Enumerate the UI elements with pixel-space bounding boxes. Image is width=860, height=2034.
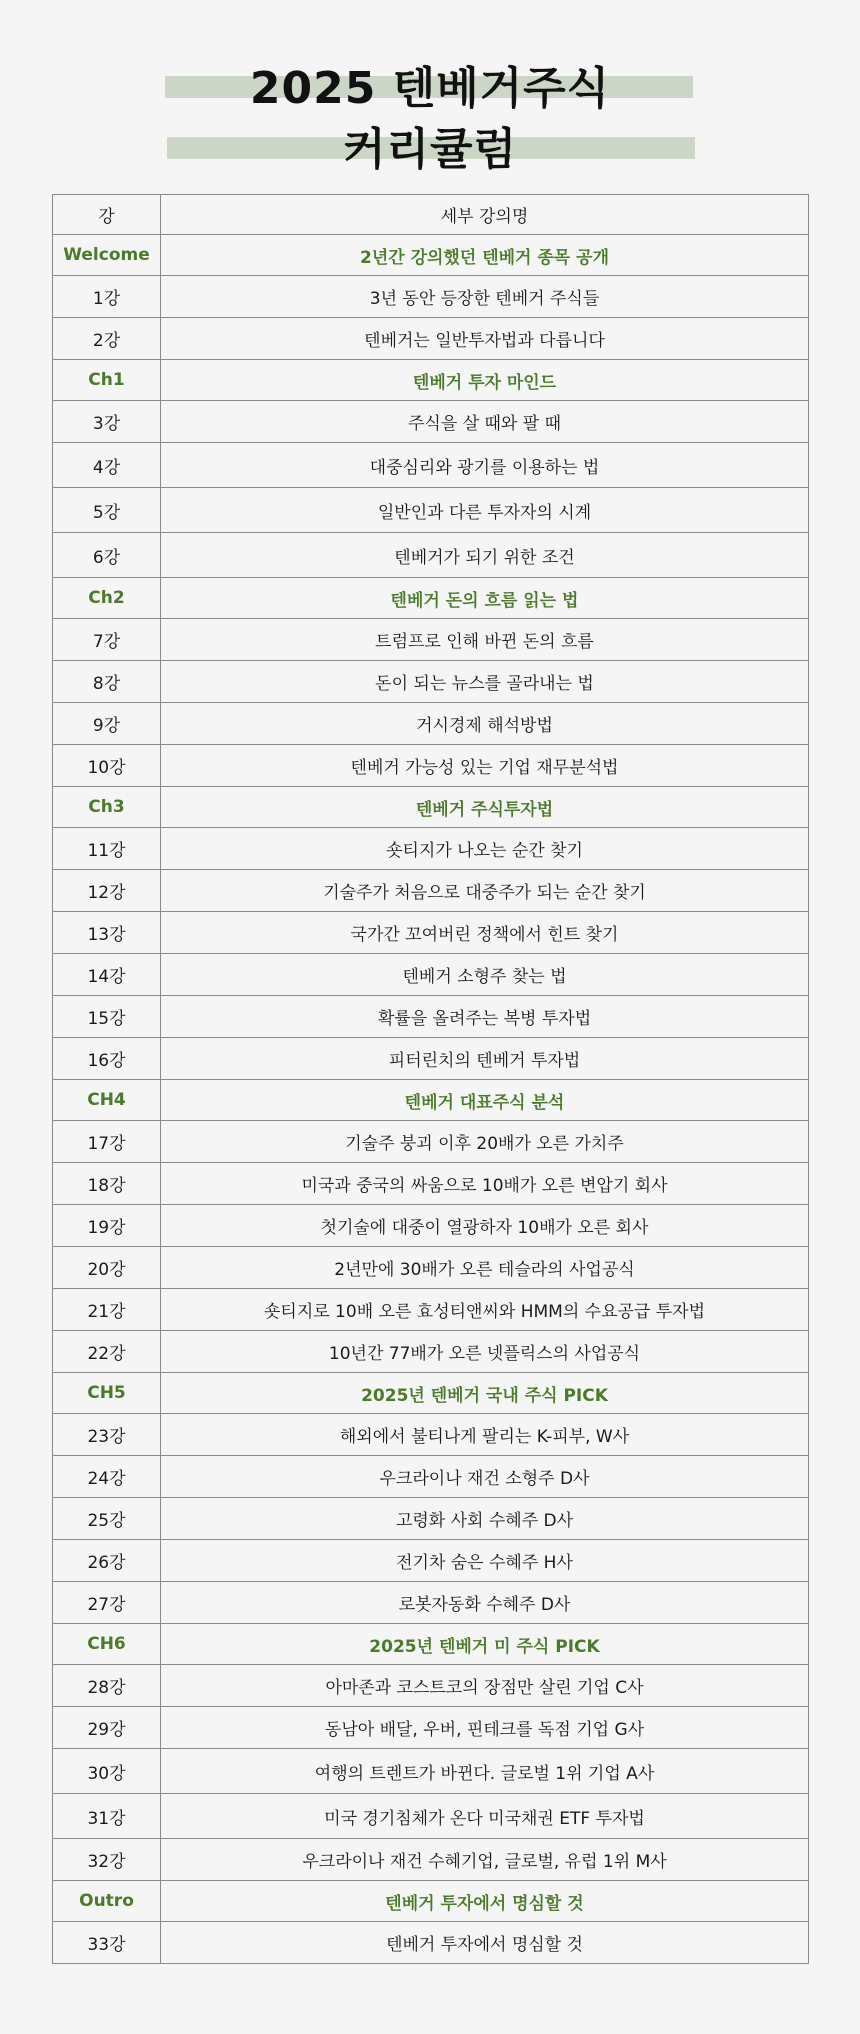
lecture-number: 16강 — [53, 1038, 161, 1080]
lecture-number: 20강 — [53, 1247, 161, 1289]
lecture-title: 트럼프로 인해 바뀐 돈의 흐름 — [161, 619, 809, 661]
lecture-title: 텐베거가 되기 위한 조건 — [161, 533, 809, 578]
section-row — [53, 1624, 809, 1665]
lecture-title: 텐베거 투자에서 명심할 것 — [161, 1922, 809, 1964]
lecture-number: 11강 — [53, 828, 161, 870]
table-row — [53, 1247, 809, 1289]
lecture-title: 고령화 사회 수혜주 D사 — [161, 1498, 809, 1540]
lecture-title: 일반인과 다른 투자자의 시계 — [161, 488, 809, 533]
table-row — [53, 1839, 809, 1881]
lecture-title: 우크라이나 재건 수혜기업, 글로벌, 유럽 1위 M사 — [161, 1839, 809, 1881]
lecture-number: 30강 — [53, 1749, 161, 1794]
lecture-number: 6강 — [53, 533, 161, 578]
table-row — [53, 276, 809, 318]
section-row — [53, 1080, 809, 1121]
section-label: Outro — [53, 1881, 161, 1922]
lecture-number: 5강 — [53, 488, 161, 533]
table-row — [53, 1038, 809, 1080]
lecture-number: 7강 — [53, 619, 161, 661]
section-row — [53, 360, 809, 401]
lecture-title: 3년 동안 등장한 텐베거 주식들 — [161, 276, 809, 318]
lecture-number: 17강 — [53, 1121, 161, 1163]
lecture-number: 31강 — [53, 1794, 161, 1839]
table-row — [53, 870, 809, 912]
table-row — [53, 1794, 809, 1839]
lecture-number: 22강 — [53, 1331, 161, 1373]
lecture-number: 10강 — [53, 745, 161, 787]
section-title: 2025년 텐베거 국내 주식 PICK — [161, 1373, 809, 1414]
section-label: CH4 — [53, 1080, 161, 1121]
table-row — [53, 1922, 809, 1964]
lecture-title: 돈이 되는 뉴스를 골라내는 법 — [161, 661, 809, 703]
table-row — [53, 661, 809, 703]
table-row — [53, 1163, 809, 1205]
section-label: Ch2 — [53, 578, 161, 619]
lecture-title: 10년간 77배가 오른 넷플릭스의 사업공식 — [161, 1331, 809, 1373]
table-row — [53, 1665, 809, 1707]
section-row — [53, 235, 809, 276]
lecture-title: 로봇자동화 수혜주 D사 — [161, 1582, 809, 1624]
section-title: 텐베거 투자에서 명심할 것 — [161, 1881, 809, 1922]
table-row — [53, 1289, 809, 1331]
section-label: CH5 — [53, 1373, 161, 1414]
table-row — [53, 1456, 809, 1498]
table-row — [53, 996, 809, 1038]
table-row — [53, 1540, 809, 1582]
page-title-line-2: 커리큘럼 — [342, 124, 517, 175]
table-row — [53, 1205, 809, 1247]
lecture-number: 18강 — [53, 1163, 161, 1205]
lecture-title: 아마존과 코스트코의 장점만 살린 기업 C사 — [161, 1665, 809, 1707]
lecture-number: 32강 — [53, 1839, 161, 1881]
table-header-row — [53, 195, 809, 235]
table-row — [53, 1582, 809, 1624]
lecture-number: 33강 — [53, 1922, 161, 1964]
lecture-title: 주식을 살 때와 팔 때 — [161, 401, 809, 443]
lecture-title: 텐베거 가능성 있는 기업 재무분석법 — [161, 745, 809, 787]
lecture-number: 26강 — [53, 1540, 161, 1582]
lecture-number: 28강 — [53, 1665, 161, 1707]
lecture-number: 1강 — [53, 276, 161, 318]
lecture-title: 우크라이나 재건 소형주 D사 — [161, 1456, 809, 1498]
section-label: Ch1 — [53, 360, 161, 401]
title-block — [0, 0, 860, 190]
section-title: 2025년 텐베거 미 주식 PICK — [161, 1624, 809, 1665]
lecture-number: 25강 — [53, 1498, 161, 1540]
lecture-title: 미국과 중국의 싸움으로 10배가 오른 변압기 회사 — [161, 1163, 809, 1205]
table-row — [53, 1414, 809, 1456]
lecture-number: 9강 — [53, 703, 161, 745]
table-row — [53, 828, 809, 870]
section-row — [53, 1373, 809, 1414]
lecture-number: 3강 — [53, 401, 161, 443]
lecture-title: 전기차 숨은 수혜주 H사 — [161, 1540, 809, 1582]
table-row — [53, 533, 809, 578]
table-row — [53, 443, 809, 488]
section-row — [53, 578, 809, 619]
lecture-number: 12강 — [53, 870, 161, 912]
table-row — [53, 1498, 809, 1540]
lecture-number: 24강 — [53, 1456, 161, 1498]
lecture-number: 19강 — [53, 1205, 161, 1247]
curriculum-body — [53, 235, 809, 1964]
lecture-number: 14강 — [53, 954, 161, 996]
lecture-number: 2강 — [53, 318, 161, 360]
lecture-number: 13강 — [53, 912, 161, 954]
table-row — [53, 1121, 809, 1163]
lecture-number: 8강 — [53, 661, 161, 703]
lecture-title: 첫기술에 대중이 열광하자 10배가 오른 회사 — [161, 1205, 809, 1247]
lecture-title: 숏티지가 나오는 순간 찾기 — [161, 828, 809, 870]
lecture-title: 국가간 꼬여버린 정책에서 힌트 찾기 — [161, 912, 809, 954]
section-label: CH6 — [53, 1624, 161, 1665]
lecture-title: 해외에서 불티나게 팔리는 K-피부, W사 — [161, 1414, 809, 1456]
section-title: 2년간 강의했던 텐베거 종목 공개 — [161, 235, 809, 276]
lecture-number: 15강 — [53, 996, 161, 1038]
table-row — [53, 488, 809, 533]
page-title-line-1: 2025 텐베거주식 — [249, 63, 611, 114]
table-row — [53, 912, 809, 954]
lecture-number: 29강 — [53, 1707, 161, 1749]
table-row — [53, 954, 809, 996]
header-lecture-no: 강 — [53, 195, 161, 235]
lecture-title: 텐베거는 일반투자법과 다릅니다 — [161, 318, 809, 360]
table-row — [53, 619, 809, 661]
lecture-title: 2년만에 30배가 오른 테슬라의 사업공식 — [161, 1247, 809, 1289]
table-row — [53, 745, 809, 787]
table-row — [53, 318, 809, 360]
lecture-title: 동남아 배달, 우버, 핀테크를 독점 기업 G사 — [161, 1707, 809, 1749]
lecture-number: 21강 — [53, 1289, 161, 1331]
lecture-title: 기술주 붕괴 이후 20배가 오른 가치주 — [161, 1121, 809, 1163]
table-row — [53, 1331, 809, 1373]
section-label: Welcome — [53, 235, 161, 276]
section-title: 텐베거 대표주식 분석 — [161, 1080, 809, 1121]
lecture-title: 확률을 올려주는 복병 투자법 — [161, 996, 809, 1038]
lecture-number: 27강 — [53, 1582, 161, 1624]
section-title: 텐베거 돈의 흐름 읽는 법 — [161, 578, 809, 619]
table-row — [53, 401, 809, 443]
section-title: 텐베거 주식투자법 — [161, 787, 809, 828]
lecture-title: 기술주가 처음으로 대중주가 되는 순간 찾기 — [161, 870, 809, 912]
section-label: Ch3 — [53, 787, 161, 828]
lecture-title: 미국 경기침체가 온다 미국채권 ETF 투자법 — [161, 1794, 809, 1839]
lecture-number: 23강 — [53, 1414, 161, 1456]
section-row — [53, 1881, 809, 1922]
table-row — [53, 1707, 809, 1749]
table-row — [53, 1749, 809, 1794]
section-title: 텐베거 투자 마인드 — [161, 360, 809, 401]
section-row — [53, 787, 809, 828]
lecture-title: 숏티지로 10배 오른 효성티앤씨와 HMM의 수요공급 투자법 — [161, 1289, 809, 1331]
curriculum-table — [52, 194, 809, 1964]
header-lecture-title: 세부 강의명 — [161, 195, 809, 235]
lecture-title: 거시경제 해석방법 — [161, 703, 809, 745]
lecture-title: 대중심리와 광기를 이용하는 법 — [161, 443, 809, 488]
lecture-title: 피터린치의 텐베거 투자법 — [161, 1038, 809, 1080]
lecture-title: 텐베거 소형주 찾는 법 — [161, 954, 809, 996]
table-row — [53, 703, 809, 745]
lecture-number: 4강 — [53, 443, 161, 488]
lecture-title: 여행의 트렌트가 바뀐다. 글로벌 1위 기업 A사 — [161, 1749, 809, 1794]
